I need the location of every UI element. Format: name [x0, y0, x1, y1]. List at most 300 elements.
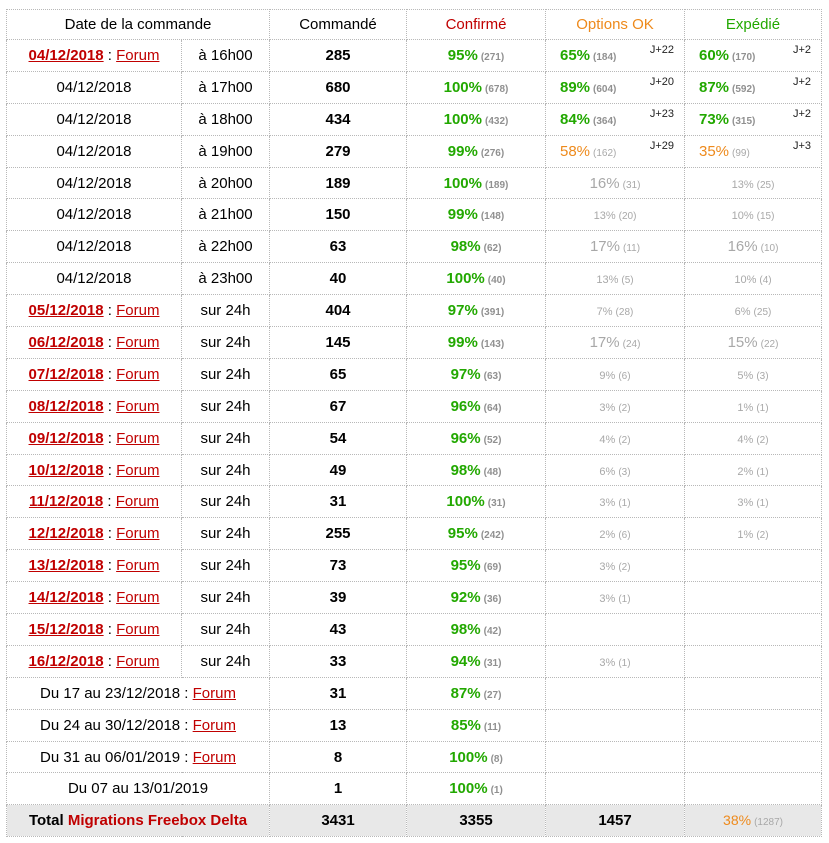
confirmed-count: (63): [483, 370, 502, 382]
ship-delay-tag: J+2: [792, 75, 811, 88]
confirmed-cell: [407, 550, 546, 582]
options-cell: [546, 645, 685, 677]
table-row: [7, 71, 822, 103]
date-cell: [7, 167, 182, 199]
ship-delay-tag: J+3: [792, 139, 811, 152]
confirmed-pct: 100%: [446, 270, 485, 288]
ordered-cell: 31: [270, 486, 407, 518]
week-label: Du 24 au 30/12/2018 :: [40, 716, 193, 734]
confirmed-cell: [407, 773, 546, 805]
ship-pct: 87%: [699, 78, 730, 96]
header-options: Options OK: [546, 10, 685, 40]
confirmed-count: (31): [487, 498, 506, 510]
opt-delay-tag: J+20: [649, 75, 674, 88]
shipped-cell: [685, 135, 822, 167]
forum-link[interactable]: Forum: [116, 333, 160, 351]
ordered-cell: 39: [270, 582, 407, 614]
ship-delay-tag: J+2: [792, 107, 811, 120]
opt-pct: 89%: [560, 78, 591, 96]
table-row: [7, 167, 822, 199]
forum-link[interactable]: Forum: [192, 684, 236, 702]
confirmed-pct: 100%: [446, 493, 485, 511]
ship-count: (2): [756, 434, 769, 446]
confirmed-cell: [407, 486, 546, 518]
date-link[interactable]: 11/12/2018: [28, 493, 104, 511]
ordered-cell: 8: [270, 741, 407, 773]
opt-pct: 17%: [589, 238, 620, 256]
ship-pct: 10%: [731, 210, 754, 223]
ship-pct: 10%: [734, 274, 757, 287]
forum-link[interactable]: Forum: [116, 652, 160, 670]
total-confirmed: 3355: [407, 805, 546, 837]
date-separator: :: [103, 397, 117, 415]
options-cell: [546, 327, 685, 359]
date-link[interactable]: 16/12/2018: [28, 652, 104, 670]
total-ordered: 3431: [270, 805, 407, 837]
ship-pct: 60%: [699, 46, 730, 64]
options-cell: [546, 518, 685, 550]
shipped-cell: [685, 40, 822, 72]
time-cell: à 23h00: [182, 263, 270, 295]
opt-count: (1): [618, 657, 631, 669]
ordered-cell: 31: [270, 677, 407, 709]
opt-pct: 13%: [593, 210, 616, 223]
table-row: [7, 422, 822, 454]
confirmed-pct: 87%: [450, 684, 481, 702]
ordered-cell: 189: [270, 167, 407, 199]
time-cell: à 19h00: [182, 135, 270, 167]
ordered-cell: 43: [270, 614, 407, 646]
date-cell: [7, 40, 182, 72]
confirmed-cell: [407, 582, 546, 614]
shipped-cell: [685, 390, 822, 422]
opt-pct: 3%: [599, 401, 616, 414]
shipped-cell: [685, 71, 822, 103]
table-row-week: [7, 709, 822, 741]
shipped-cell: [685, 295, 822, 327]
shipped-cell: [685, 199, 822, 231]
confirmed-pct: 98%: [450, 461, 481, 479]
options-cell: [546, 582, 685, 614]
table-row: [7, 263, 822, 295]
ordered-cell: 73: [270, 550, 407, 582]
opt-count: (2): [618, 562, 631, 574]
header-ordered: Commandé: [270, 10, 407, 40]
confirmed-count: (432): [485, 115, 509, 127]
date-separator: :: [103, 557, 117, 575]
opt-count: (364): [593, 115, 617, 127]
total-row: [7, 805, 822, 837]
opt-count: (3): [618, 466, 631, 478]
ordered-cell: 145: [270, 327, 407, 359]
ship-pct: 13%: [731, 178, 754, 191]
total-shipped-pct: 38%: [723, 812, 752, 829]
options-cell: [546, 103, 685, 135]
confirmed-pct: 100%: [443, 174, 482, 192]
date-text: 04/12/2018: [56, 270, 132, 288]
options-cell: [546, 295, 685, 327]
opt-pct: 2%: [599, 529, 616, 542]
table-row: [7, 327, 822, 359]
ship-pct: 5%: [737, 369, 754, 382]
ship-count: (15): [756, 211, 775, 223]
shipped-cell: [685, 167, 822, 199]
opt-count: (11): [622, 243, 641, 255]
ship-delay-tag: J+2: [792, 44, 811, 56]
date-link[interactable]: 07/12/2018: [28, 365, 104, 383]
table-row: [7, 358, 822, 390]
ship-pct: 35%: [699, 142, 730, 160]
options-cell: [546, 550, 685, 582]
confirmed-pct: 95%: [450, 557, 481, 575]
ordered-cell: 63: [270, 231, 407, 263]
confirmed-count: (27): [483, 689, 502, 701]
date-cell: [7, 199, 182, 231]
table-row: [7, 582, 822, 614]
confirmed-pct: 94%: [450, 652, 481, 670]
time-cell: sur 24h: [182, 550, 270, 582]
confirmed-pct: 100%: [443, 110, 482, 128]
date-cell: [7, 103, 182, 135]
confirmed-cell: [407, 71, 546, 103]
options-cell: [546, 263, 685, 295]
date-cell: [7, 358, 182, 390]
forum-link[interactable]: Forum: [192, 748, 236, 766]
confirmed-cell: [407, 614, 546, 646]
forum-link[interactable]: Forum: [116, 46, 160, 64]
time-cell: à 18h00: [182, 103, 270, 135]
confirmed-count: (276): [480, 147, 505, 159]
table-row: [7, 40, 822, 72]
orders-table: [6, 9, 822, 837]
time-cell: sur 24h: [182, 454, 270, 486]
ship-pct: 2%: [737, 465, 754, 478]
confirmed-cell: [407, 677, 546, 709]
date-link[interactable]: 12/12/2018: [28, 525, 104, 543]
table-body: [7, 40, 822, 805]
week-label: Du 31 au 06/01/2019 :: [40, 748, 193, 766]
time-cell: sur 24h: [182, 295, 270, 327]
ship-count: (99): [732, 147, 750, 159]
forum-link[interactable]: Forum: [116, 620, 160, 638]
time-cell: à 20h00: [182, 167, 270, 199]
week-label-cell: [7, 773, 270, 805]
forum-link[interactable]: Forum: [116, 397, 160, 415]
forum-link[interactable]: Forum: [116, 429, 160, 447]
date-cell: [7, 518, 182, 550]
opt-count: (162): [593, 147, 617, 159]
time-cell: à 17h00: [182, 71, 270, 103]
ordered-cell: 33: [270, 645, 407, 677]
date-cell: [7, 422, 182, 454]
total-shipped: [685, 805, 822, 837]
date-text: 04/12/2018: [56, 174, 132, 192]
date-cell: [7, 390, 182, 422]
date-separator: :: [103, 589, 117, 607]
date-cell: [7, 295, 182, 327]
confirmed-cell: [407, 263, 546, 295]
total-prefix: Total: [28, 812, 68, 830]
confirmed-cell: [407, 295, 546, 327]
date-link[interactable]: 04/12/2018: [28, 46, 104, 64]
opt-count: (2): [618, 402, 631, 414]
shipped-cell: [685, 677, 822, 709]
time-cell: sur 24h: [182, 327, 270, 359]
week-label-cell: [7, 741, 270, 773]
date-link[interactable]: 05/12/2018: [28, 302, 104, 320]
table-row: [7, 103, 822, 135]
opt-pct: 7%: [596, 306, 613, 319]
time-cell: à 21h00: [182, 199, 270, 231]
confirmed-cell: [407, 390, 546, 422]
date-separator: :: [103, 652, 117, 670]
shipped-cell: [685, 582, 822, 614]
opt-count: (5): [621, 275, 634, 287]
opt-count: (6): [618, 530, 631, 542]
total-options: 1457: [546, 805, 685, 837]
confirmed-count: (1): [490, 785, 503, 797]
date-link[interactable]: 13/12/2018: [28, 557, 104, 575]
date-link[interactable]: 09/12/2018: [28, 429, 104, 447]
date-text: 04/12/2018: [56, 206, 132, 224]
ordered-cell: 255: [270, 518, 407, 550]
confirmed-pct: 96%: [450, 397, 481, 415]
date-text: 04/12/2018: [56, 142, 132, 160]
shipped-cell: [685, 103, 822, 135]
shipped-cell: [685, 263, 822, 295]
opt-pct: 9%: [599, 369, 616, 382]
options-cell: [546, 199, 685, 231]
ship-count: (1): [756, 498, 769, 510]
opt-pct: 58%: [560, 142, 591, 160]
shipped-cell: [685, 741, 822, 773]
ship-pct: 6%: [734, 306, 751, 319]
ship-count: (25): [753, 307, 772, 319]
shipped-cell: [685, 645, 822, 677]
date-separator: :: [103, 525, 117, 543]
confirmed-pct: 100%: [443, 78, 482, 96]
confirmed-pct: 97%: [447, 302, 478, 320]
confirmed-count: (64): [483, 402, 502, 414]
options-cell: [546, 422, 685, 454]
confirmed-cell: [407, 358, 546, 390]
forum-link[interactable]: Forum: [116, 557, 160, 575]
table-row: [7, 518, 822, 550]
opt-pct: 84%: [560, 110, 591, 128]
table-row: [7, 645, 822, 677]
shipped-cell: [685, 518, 822, 550]
confirmed-count: (391): [480, 307, 505, 319]
ship-count: (2): [756, 530, 769, 542]
options-cell: [546, 709, 685, 741]
opt-pct: 3%: [599, 593, 616, 606]
date-separator: :: [103, 46, 117, 64]
confirmed-count: (678): [485, 83, 509, 95]
date-cell: [7, 231, 182, 263]
table-row-week: [7, 773, 822, 805]
date-link[interactable]: 06/12/2018: [28, 333, 104, 351]
options-cell: [546, 486, 685, 518]
date-text: 04/12/2018: [56, 110, 132, 128]
date-cell: [7, 614, 182, 646]
forum-link[interactable]: Forum: [115, 493, 160, 511]
table-row: [7, 295, 822, 327]
ship-count: (3): [756, 370, 769, 382]
opt-delay-tag: J+22: [649, 44, 674, 56]
confirmed-pct: 97%: [450, 365, 481, 383]
confirmed-cell: [407, 327, 546, 359]
total-shipped-count: (1287): [754, 817, 783, 829]
date-separator: :: [103, 365, 117, 383]
confirmed-count: (143): [480, 338, 505, 350]
options-cell: [546, 677, 685, 709]
options-cell: [546, 40, 685, 72]
time-cell: sur 24h: [182, 390, 270, 422]
confirmed-cell: [407, 709, 546, 741]
options-cell: [546, 167, 685, 199]
time-cell: sur 24h: [182, 614, 270, 646]
opt-pct: 65%: [560, 46, 591, 64]
confirmed-count: (189): [485, 179, 509, 191]
options-cell: [546, 135, 685, 167]
date-cell: [7, 454, 182, 486]
confirmed-cell: [407, 454, 546, 486]
date-separator: :: [103, 620, 117, 638]
ordered-cell: 49: [270, 454, 407, 486]
confirmed-count: (271): [480, 51, 505, 63]
confirmed-pct: 85%: [450, 716, 481, 734]
shipped-cell: [685, 327, 822, 359]
opt-count: (24): [622, 338, 641, 350]
week-label-cell: [7, 709, 270, 741]
date-link[interactable]: 15/12/2018: [28, 620, 104, 638]
opt-count: (20): [618, 211, 637, 223]
confirmed-count: (69): [483, 562, 502, 574]
opt-count: (6): [618, 370, 631, 382]
confirmed-cell: [407, 518, 546, 550]
ordered-cell: 67: [270, 390, 407, 422]
confirmed-count: (48): [483, 466, 502, 478]
opt-pct: 3%: [599, 561, 616, 574]
date-link[interactable]: 08/12/2018: [28, 397, 104, 415]
opt-pct: 4%: [599, 433, 616, 446]
opt-pct: 6%: [599, 465, 616, 478]
ordered-cell: 65: [270, 358, 407, 390]
confirmed-pct: 96%: [450, 429, 481, 447]
time-cell: sur 24h: [182, 422, 270, 454]
date-cell: [7, 486, 182, 518]
forum-link[interactable]: Forum: [116, 461, 160, 479]
table-row: [7, 486, 822, 518]
date-separator: :: [103, 333, 117, 351]
ship-count: (22): [760, 338, 779, 350]
forum-link[interactable]: Forum: [116, 589, 160, 607]
confirmed-count: (52): [483, 434, 502, 446]
date-separator: :: [103, 461, 117, 479]
forum-link[interactable]: Forum: [116, 302, 160, 320]
time-cell: sur 24h: [182, 358, 270, 390]
ship-count: (170): [732, 51, 756, 63]
forum-link[interactable]: Forum: [192, 716, 236, 734]
ordered-cell: 285: [270, 40, 407, 72]
opt-pct: 3%: [599, 497, 616, 510]
opt-count: (28): [615, 307, 634, 319]
opt-count: (184): [593, 51, 617, 63]
ship-pct: 3%: [737, 497, 754, 510]
options-cell: [546, 741, 685, 773]
ship-count: (10): [760, 243, 779, 255]
date-separator: :: [103, 493, 116, 511]
confirmed-pct: 99%: [447, 206, 478, 224]
ship-count: (315): [732, 115, 756, 127]
forum-link[interactable]: Forum: [116, 365, 160, 383]
options-cell: [546, 614, 685, 646]
confirmed-pct: 98%: [450, 238, 481, 256]
ship-pct: 4%: [737, 433, 754, 446]
header-shipped: Expédié: [685, 10, 822, 40]
opt-count: (1): [618, 594, 631, 606]
confirmed-pct: 100%: [449, 780, 488, 798]
ship-count: (1): [756, 402, 769, 414]
ship-count: (25): [756, 179, 775, 191]
ordered-cell: 150: [270, 199, 407, 231]
confirmed-count: (242): [480, 530, 505, 542]
confirmed-cell: [407, 40, 546, 72]
confirmed-pct: 95%: [447, 46, 478, 64]
options-cell: [546, 390, 685, 422]
time-cell: sur 24h: [182, 582, 270, 614]
shipped-cell: [685, 709, 822, 741]
ordered-cell: 54: [270, 422, 407, 454]
date-link[interactable]: 10/12/2018: [28, 461, 104, 479]
ship-pct: 1%: [737, 401, 754, 414]
options-cell: [546, 454, 685, 486]
table-row: [7, 550, 822, 582]
shipped-cell: [685, 231, 822, 263]
confirmed-pct: 99%: [447, 142, 478, 160]
table-row-week: [7, 741, 822, 773]
confirmed-count: (11): [483, 721, 502, 733]
opt-count: (2): [618, 434, 631, 446]
forum-link[interactable]: Forum: [116, 525, 160, 543]
shipped-cell: [685, 614, 822, 646]
time-cell: sur 24h: [182, 645, 270, 677]
confirmed-count: (8): [490, 753, 503, 765]
time-cell: sur 24h: [182, 486, 270, 518]
date-link[interactable]: 14/12/2018: [28, 589, 104, 607]
ship-pct: 1%: [737, 529, 754, 542]
confirmed-pct: 100%: [449, 748, 488, 766]
confirmed-cell: [407, 135, 546, 167]
shipped-cell: [685, 358, 822, 390]
ordered-cell: 279: [270, 135, 407, 167]
week-label: Du 17 au 23/12/2018 :: [40, 684, 193, 702]
opt-count: (1): [618, 498, 631, 510]
table-row: [7, 135, 822, 167]
ordered-cell: 434: [270, 103, 407, 135]
table-row: [7, 614, 822, 646]
ship-pct: 16%: [727, 238, 758, 256]
options-cell: [546, 358, 685, 390]
table-row: [7, 390, 822, 422]
date-cell: [7, 327, 182, 359]
week-label: Du 07 au 13/01/2019: [67, 780, 209, 798]
date-cell: [7, 582, 182, 614]
confirmed-count: (148): [480, 211, 505, 223]
date-cell: [7, 71, 182, 103]
opt-pct: 13%: [596, 274, 619, 287]
header-confirmed: Confirmé: [407, 10, 546, 40]
